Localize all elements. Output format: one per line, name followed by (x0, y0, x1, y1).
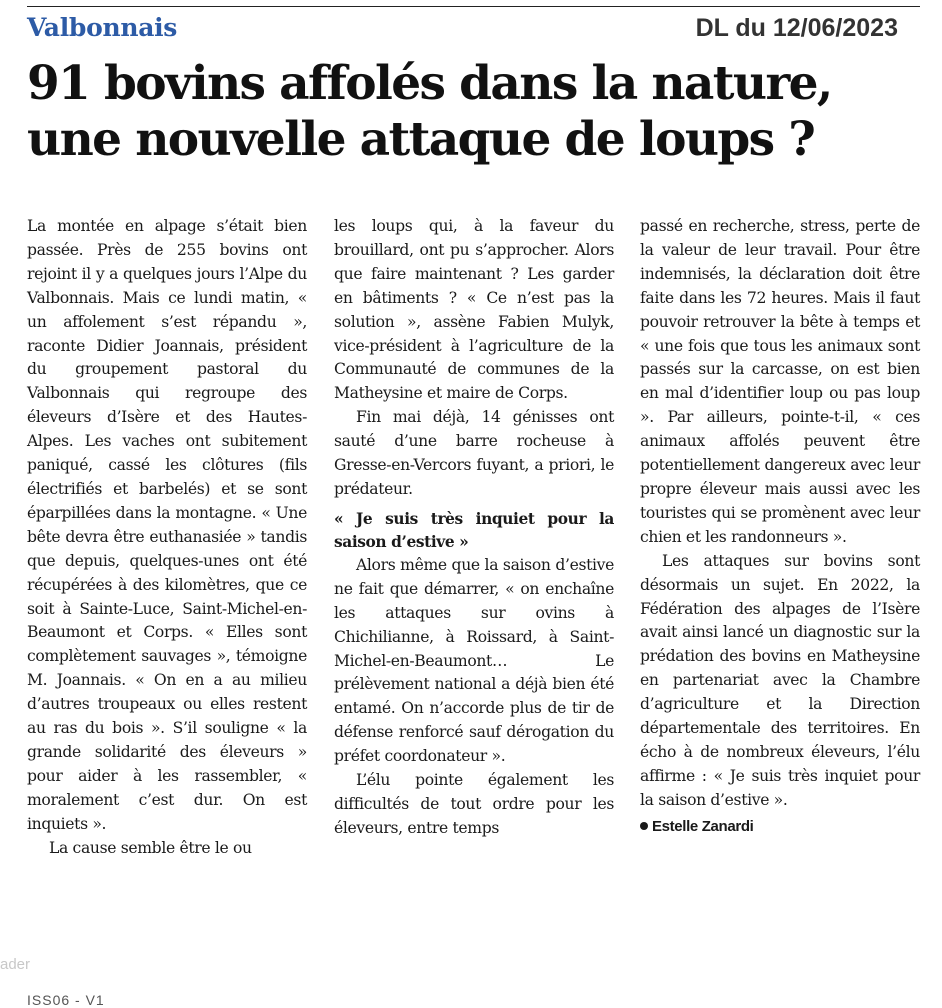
bullet-icon (640, 822, 648, 830)
paragraph: La montée en alpage s’était bien passée. Près de 255 bovins ont rejoint il y a quelques jours l’Alpe du Valbonnais. Mais ce lundi matin, « un affolement s’est répandu », raconte Didier Joannais, président du groupement pastoral du Valbonnais qui regroupe des éleveurs d’Isère et des Hautes-Alpes. Les vaches ont subitement paniqué, cassé les clôtures (fils électrifiés et barbelés) et se sont éparpillées dans la montagne. « Une bête devra être euthanasiée » tandis que depuis, quelques-unes ont été récupérées à des kilomètres, que ce soit à Sainte-Luce, Saint-Michel-en-Beaumont et Corps. « Elles sont complètement sauvages », témoigne M. Joannais. « On en a au milieu d’autres troupeaux ou elles restent au ras du bois ». S’il souligne « la grande solidarité des éleveurs » pour aider à les rassembler, « moralement c’est dur. On est inquiets ». (27, 217, 307, 833)
article-column-2 (334, 215, 614, 841)
headline (27, 56, 927, 168)
paragraph: Alors même que la saison d’estive ne fait que démarrer, « on enchaîne les attaques sur ovins à Chichilianne, à Roissard, à Saint-Michel-en-Beaumont… Le prélèvement national a déjà bien été entamé. On n’accorde plus de tir de défense renforcé sauf dérogation du préfet coordonateur ». (334, 555, 614, 766)
watermark-fragment: ader (0, 956, 31, 973)
paragraph: les loups qui, à la faveur du brouillard, ont pu s’approcher. Alors que faire maintenant ? Les garder en bâtiments ? « Ce n’est pas la solution », assène Fabien Mulyk, vice-président à l’agriculture de la Communauté de communes de la Matheysine et maire de Corps. (334, 217, 614, 403)
paragraph: La cause semble être le ou (49, 838, 252, 857)
article-column-1 (27, 215, 307, 860)
intertitle: « Je suis très inquiet pour la saison d’estive » (334, 509, 614, 551)
headline-line-2: une nouvelle attaque de loups ? (27, 112, 815, 167)
paragraph: passé en recherche, stress, perte de la valeur de leur travail. Pour être indemnisés, la déclaration doit être faite dans les 72 heures. Mais il faut pouvoir retrouver la bête à temps et « une fois que tous les animaux sont passés sur la carcasse, on est bien en mal d’identifier loup ou pas loup ». Par ailleurs, pointe-t-il, « ces animaux affolés peuvent être potentiellement dangereux avec leur propre éleveur mais aussi avec les touristes qui se promènent avec leur chien et les randonneurs ». (640, 217, 920, 546)
paragraph: Fin mai déjà, 14 génisses ont sauté d’une barre rocheuse à Gresse-en-Vercors fuyant, a priori, le prédateur. (334, 408, 614, 498)
footer-code: ISS06 - V1 (27, 992, 105, 1008)
byline (640, 815, 920, 839)
source-date: DL du 12/06/2023 (695, 14, 898, 42)
byline-author: Estelle Zanardi (652, 817, 754, 835)
top-rule (27, 6, 920, 7)
paragraph: L’élu pointe également les difficultés de tout ordre pour les éleveurs, entre temps (334, 771, 614, 837)
section-kicker: Valbonnais (27, 13, 178, 42)
article-column-3 (640, 215, 920, 839)
paragraph: Les attaques sur bovins sont désormais un sujet. En 2022, la Fédération des alpages de l’Isère avait ainsi lancé un diagnostic sur la prédation des bovins en Matheysine en partenariat avec la Chambre d’agriculture et la Direction départementale des territoires. En écho à de nombreux éleveurs, l’élu affirme : « Je suis très inquiet pour la saison d’estive ». (640, 551, 920, 809)
headline-line-1: 91 bovins affolés dans la nature, (27, 56, 832, 111)
